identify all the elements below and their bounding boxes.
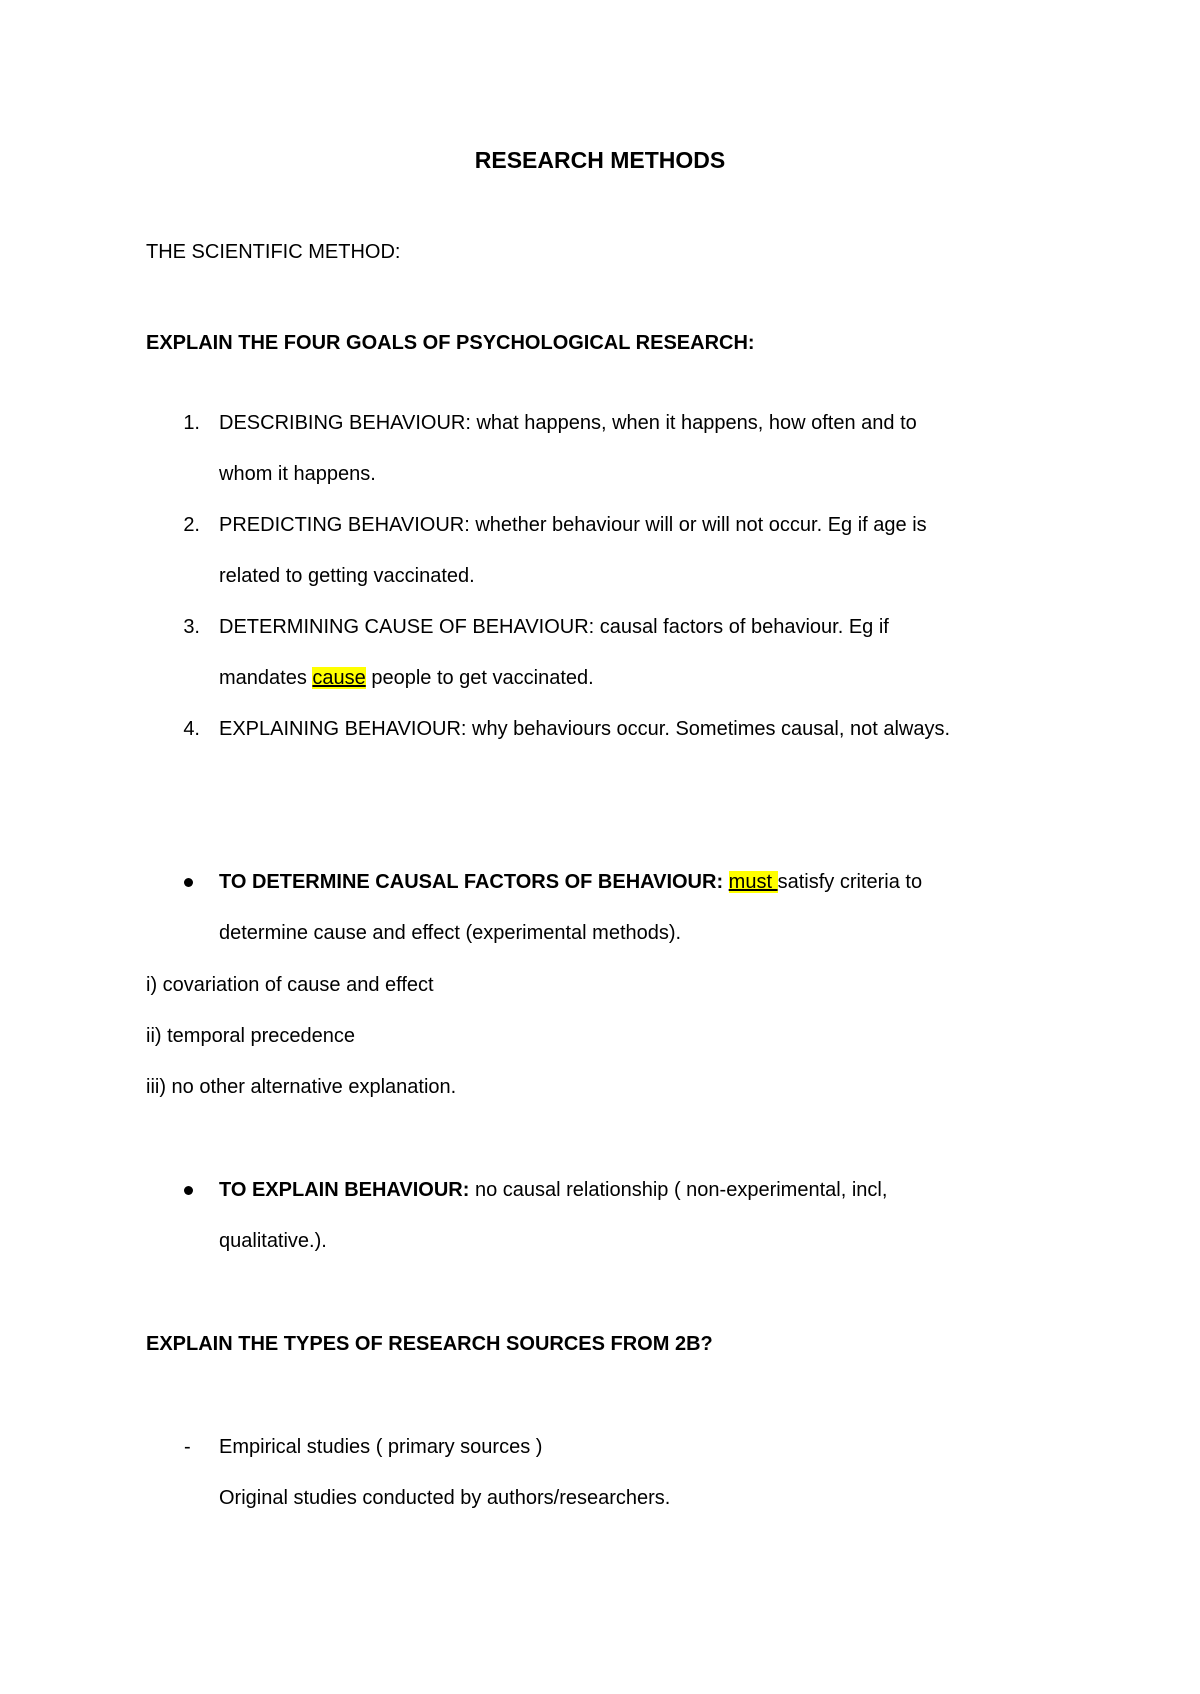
list-item-line: EXPLAINING BEHAVIOUR: why behaviours occur. Sometimes causal, not always. [219, 718, 951, 740]
list-number: 1. [183, 412, 200, 434]
section-heading-goals: EXPLAIN THE FOUR GOALS OF PSYCHOLOGICAL RESEARCH: [146, 332, 755, 354]
bullet-line: qualitative.). [219, 1230, 327, 1252]
text-segment: mandates [219, 667, 313, 689]
text-segment: no causal relationship ( non-experimental, incl, [469, 1179, 888, 1201]
list-item-line: DETERMINING CAUSE OF BEHAVIOUR: causal factors of behaviour. Eg if [219, 616, 889, 638]
page-title: RESEARCH METHODS [474, 147, 726, 173]
bullet-line [219, 870, 922, 894]
list-number: 3. [183, 616, 200, 638]
text-segment: satisfy criteria to [777, 871, 923, 893]
dash-item-line: Empirical studies ( primary sources ) [219, 1436, 543, 1458]
criteria-item: iii) no other alternative explanation. [146, 1076, 457, 1098]
highlighted-word: cause [312, 667, 366, 689]
list-item-line: PREDICTING BEHAVIOUR: whether behaviour will or will not occur. Eg if age is [219, 514, 927, 536]
bullet-icon [184, 1186, 193, 1195]
dash-item-line: Original studies conducted by authors/researchers. [219, 1487, 671, 1509]
list-item-line: whom it happens. [219, 463, 376, 485]
list-number: 2. [183, 514, 200, 536]
bold-lead: TO DETERMINE CAUSAL FACTORS OF BEHAVIOUR: [219, 871, 724, 893]
criteria-item: ii) temporal precedence [146, 1025, 355, 1047]
bullet-icon [184, 878, 193, 887]
criteria-item: i) covariation of cause and effect [146, 974, 434, 996]
text-segment: people to get vaccinated. [365, 667, 594, 689]
section-heading-sources: EXPLAIN THE TYPES OF RESEARCH SOURCES FROM 2B? [146, 1333, 713, 1355]
list-item-line: DESCRIBING BEHAVIOUR: what happens, when it happens, how often and to [219, 412, 917, 434]
dash-marker: - [184, 1436, 191, 1458]
highlighted-word: must [728, 871, 778, 893]
list-number: 4. [183, 718, 200, 740]
bullet-line [219, 1178, 887, 1202]
bold-lead: TO EXPLAIN BEHAVIOUR: [219, 1179, 470, 1201]
list-item-line: related to getting vaccinated. [219, 565, 475, 587]
list-item-line [219, 666, 594, 690]
subheading: THE SCIENTIFIC METHOD: [146, 241, 401, 263]
bullet-line: determine cause and effect (experimental methods). [219, 922, 682, 944]
